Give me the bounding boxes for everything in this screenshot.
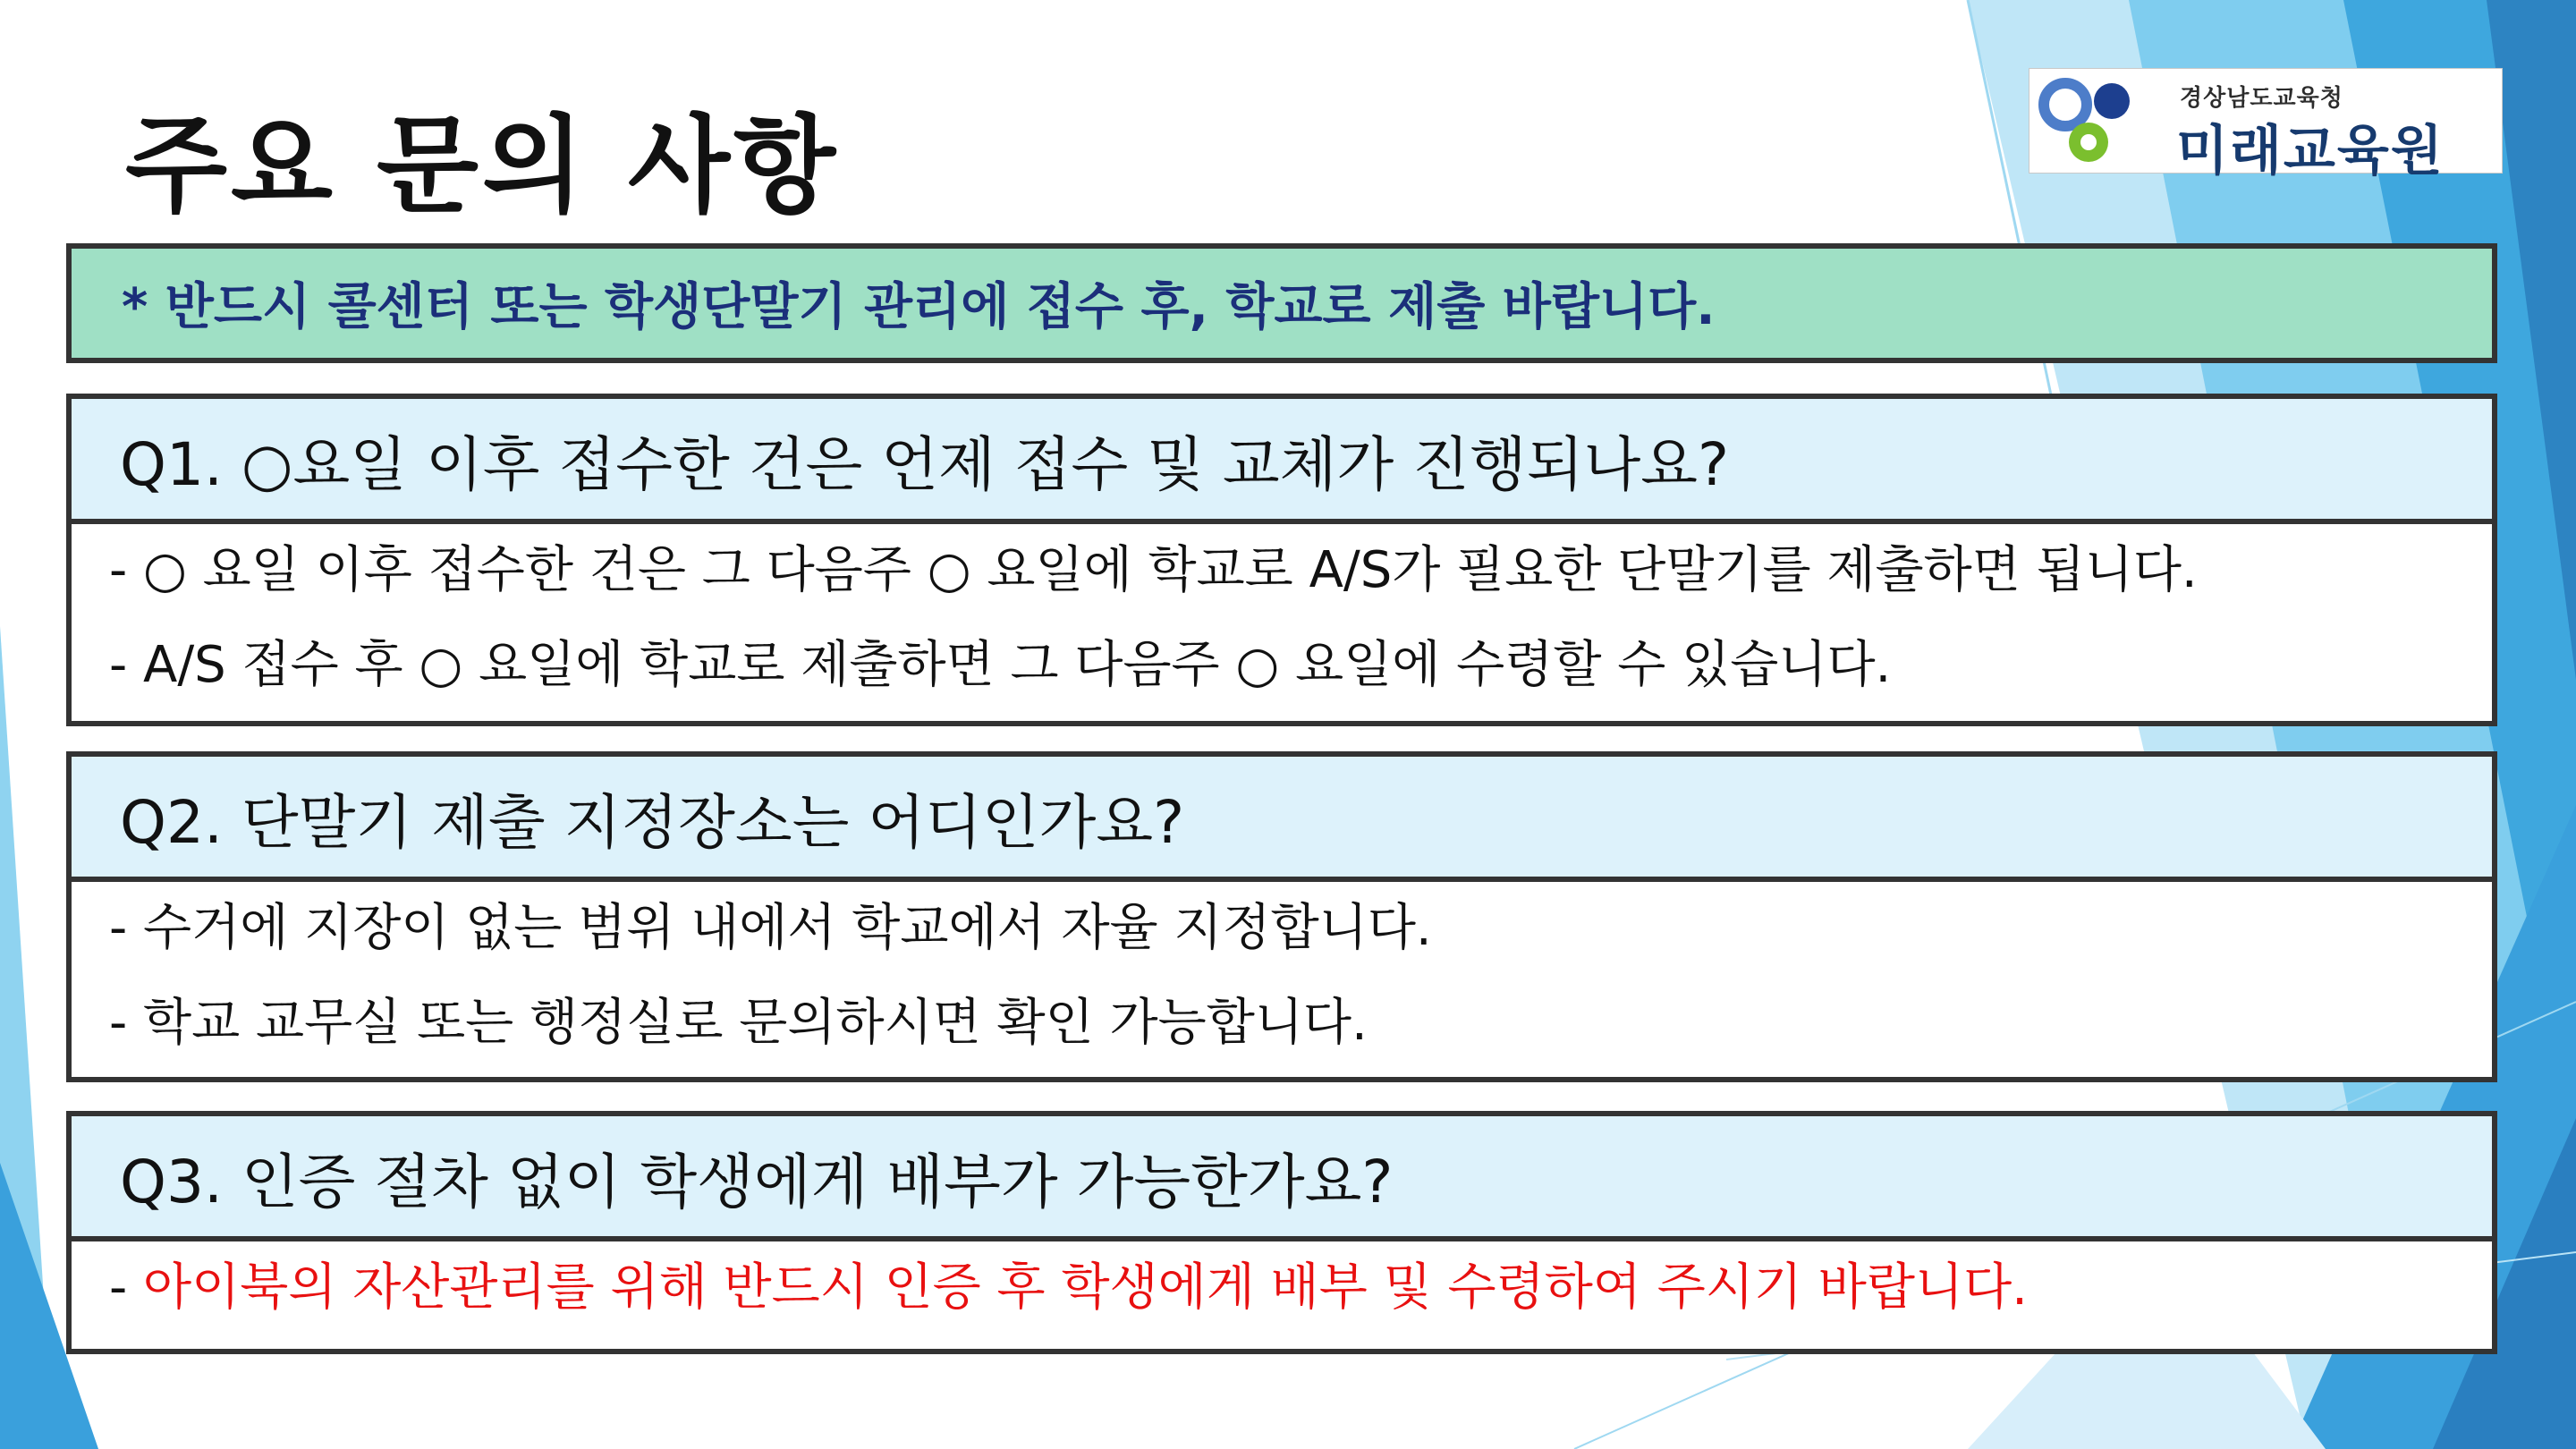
notice-text: * 반드시 콜센터 또는 학생단말기 관리에 접수 후, 학교로 제출 바랍니다. <box>122 278 1716 336</box>
page-title: 주요 문의 사항 <box>125 104 840 227</box>
question-header <box>72 757 2492 882</box>
qa-card-1 <box>66 394 2497 726</box>
logo-title: 미래교육원 <box>2176 120 2445 182</box>
answer-line <box>109 1258 2492 1352</box>
answer-line: - 수거에 지장이 없는 범위 내에서 학교에서 자율 지정합니다. <box>109 899 1432 957</box>
logo-subtitle: 경상남도교육청 <box>2180 85 2343 112</box>
answer-dash: - <box>109 1258 144 1317</box>
question-text: Q3. 인증 절차 없이 학생에게 배부가 가능한가요? <box>120 1147 1394 1216</box>
answer-line: - ○ 요일 이후 접수한 건은 그 다음주 ○ 요일에 학교로 A/S가 필요한 단말기를 제출하면 됩니다. <box>109 541 2198 599</box>
answer-body <box>72 882 2492 1088</box>
question-text: Q2. 단말기 제출 지정장소는 어디인가요? <box>120 787 1185 857</box>
question-header <box>72 399 2492 524</box>
question-text: Q1. ○요일 이후 접수한 건은 언제 접수 및 교체가 진행되나요? <box>120 429 1729 499</box>
question-header <box>72 1116 2492 1241</box>
answer-highlight: 아이북의 자산관리를 위해 반드시 인증 후 학생에게 배부 및 수령하여 주시기 바랍니다. <box>143 1258 2028 1317</box>
logo <box>2029 68 2503 182</box>
notice-banner <box>66 243 2497 363</box>
answer-line: - A/S 접수 후 ○ 요일에 학교로 제출하면 그 다음주 ○ 요일에 수령할 수 있습니다. <box>109 636 1892 694</box>
answer-line: - 학교 교무실 또는 행정실로 문의하시면 확인 가능합니다. <box>109 994 1368 1052</box>
qa-card-2 <box>66 751 2497 1082</box>
answer-body <box>72 524 2492 730</box>
qa-card-3 <box>66 1111 2497 1354</box>
logo-circles-icon <box>2037 74 2135 167</box>
answer-body <box>72 1241 2492 1352</box>
